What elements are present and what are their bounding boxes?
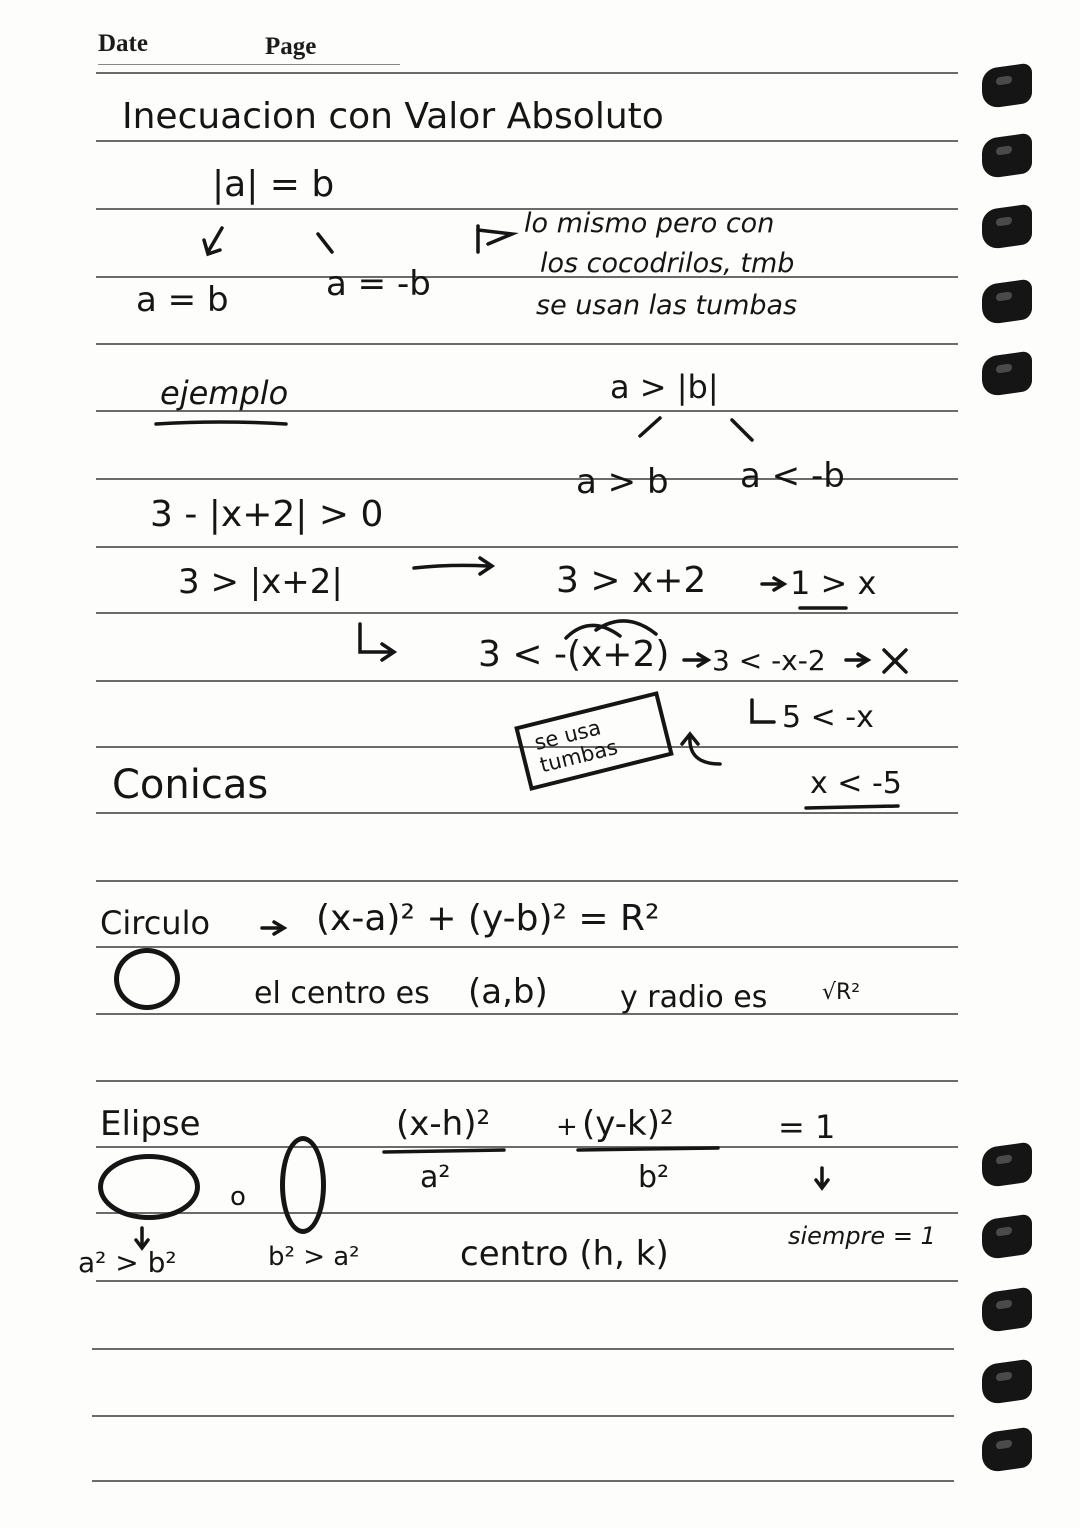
ellipse-always-one: siempre = 1 [788, 1222, 936, 1250]
ellipse-label: Elipse [100, 1104, 201, 1144]
rule-case-right: a < -b [740, 456, 845, 496]
arrow-down-right [318, 234, 332, 252]
circle-drawing [114, 948, 180, 1010]
example-line-2: 3 > |x+2| [178, 562, 343, 602]
branch-right: a = -b [326, 264, 431, 304]
page-title: Inecuacion con Valor Absoluto [122, 96, 664, 137]
ellipse-numerator-1: (x-h)² [396, 1104, 491, 1144]
ellipse-center: centro (h, k) [460, 1234, 669, 1274]
ellipse-denominator-2: b² [638, 1160, 670, 1195]
vertical-ellipse-drawing [280, 1136, 326, 1234]
example-case-1-result: 1 > x [790, 564, 877, 602]
horizontal-ellipse-drawing [98, 1154, 200, 1220]
example-case-2: 3 < -(x+2) [478, 634, 670, 675]
date-label: Date [98, 30, 148, 57]
circle-label: Circulo [100, 904, 211, 942]
branch-left: a = b [136, 280, 229, 320]
tumbas-note-box: se usa tumbas [514, 691, 674, 791]
ellipse-rhs: = 1 [778, 1108, 836, 1146]
example-case-2-step: 3 < -x-2 [712, 644, 826, 677]
rule-case-left: a > b [576, 462, 669, 502]
side-note-line-3: se usan las tumbas [536, 290, 798, 321]
section-conics: Conicas [112, 762, 269, 808]
abs-definition: |a| = b [212, 164, 335, 205]
example-case-2-step-2: 5 < -x [782, 700, 874, 735]
example-final-result: x < -5 [810, 766, 902, 801]
ellipse-condition-right: b² > a² [268, 1242, 360, 1272]
example-case-1: 3 > x+2 [556, 560, 707, 601]
ellipse-denominator-1: a² [420, 1160, 451, 1195]
ellipse-or: o [230, 1182, 246, 1212]
example-label: ejemplo [160, 374, 289, 412]
rule-greater-than: a > |b| [610, 368, 719, 406]
circle-description-2: y radio es [620, 980, 768, 1015]
circle-center: (a,b) [468, 972, 548, 1012]
ellipse-plus: + [556, 1112, 578, 1142]
page-label: Page [265, 33, 317, 60]
side-note-line-2: los cocodrilos, tmb [540, 248, 795, 279]
circle-radius: √R² [822, 980, 861, 1005]
example-line-1: 3 - |x+2| > 0 [150, 494, 384, 535]
ellipse-condition-left: a² > b² [78, 1246, 177, 1279]
ellipse-numerator-2: (y-k)² [582, 1104, 674, 1144]
circle-equation: (x-a)² + (y-b)² = R² [316, 898, 660, 939]
circle-description-1: el centro es [254, 976, 430, 1011]
side-note-line-1: lo mismo pero con [524, 208, 775, 239]
